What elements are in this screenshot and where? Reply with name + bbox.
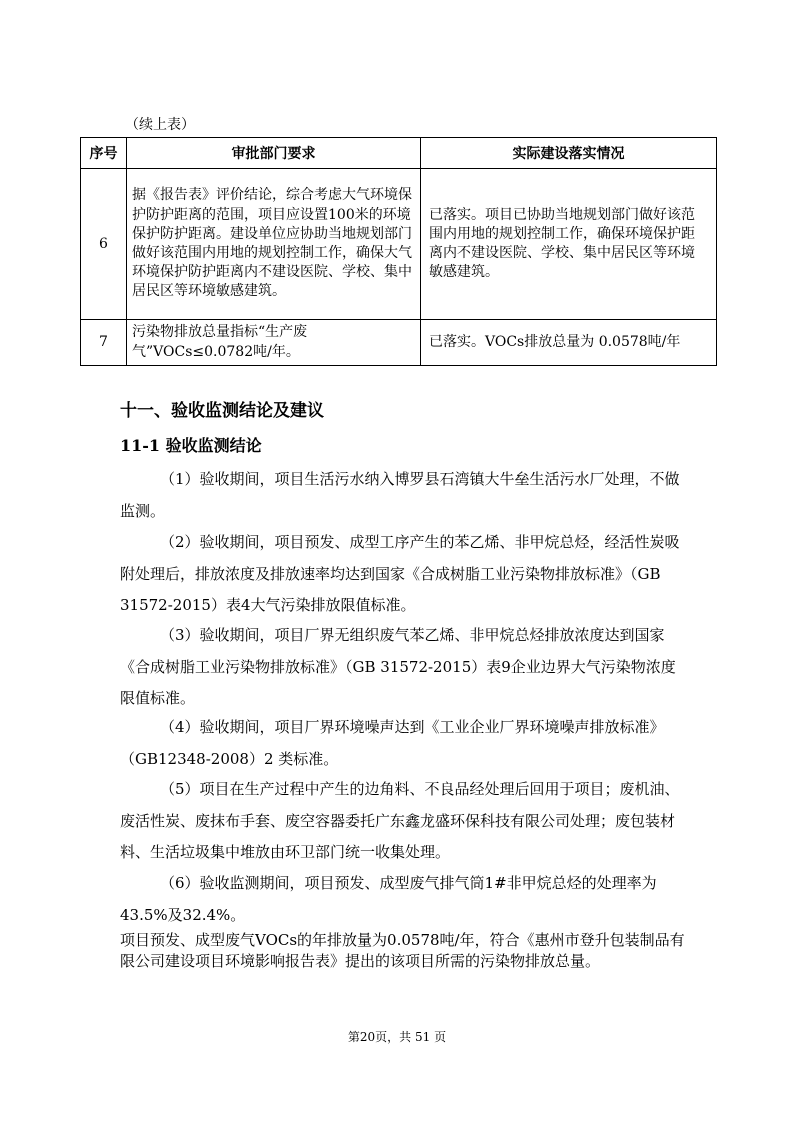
paragraph-text: （4）验收期间，项目厂界环境噪声达到《工业企业厂界环境噪声排放标准》（GB12348-2008）2 类标准。	[120, 718, 665, 768]
table-row	[81, 169, 717, 320]
paragraph-text: （3）验收期间，项目厂界无组织废气苯乙烯、非甲烷总烃排放浓度达到国家《合成树脂工业污染物排放标准》（GB 31572-2015）表9企业边界大气污染物浓度限值标准。	[120, 626, 676, 707]
row-requirement: 据《报告表》评价结论，综合考虑大气环境保护防护距离的范围，项目应设置100米的环境保护防护距离。建设单位应协助当地规划部门做好该范围内用地的规划控制工作，确保大气环境保护防护距离内不建设医院、学校、集中居民区等环境敏感建筑。	[127, 169, 421, 320]
subsection-title: 11-1 验收监测结论	[120, 436, 262, 455]
approval-requirements-table	[80, 137, 717, 366]
row-number: 7	[81, 320, 127, 366]
conclusion-paragraph-4	[120, 712, 680, 775]
row-implementation: 已落实。VOCs排放总量为 0.0578吨/年	[421, 320, 717, 366]
row-implementation: 已落实。项目已协助当地规划部门做好该范围内用地的规划控制工作，确保环境保护距离内不建设医院、学校、集中居民区等环境敏感建筑。	[421, 169, 717, 320]
table-header-row	[81, 138, 717, 169]
header-requirement: 审批部门要求	[127, 138, 421, 169]
row-number: 6	[81, 169, 127, 320]
conclusion-paragraph-1	[120, 464, 680, 527]
conclusion-paragraph-3	[120, 620, 680, 715]
emission-total-paragraph: 项目预发、成型废气VOCs的年排放量为0.0578吨/年，符合《惠州市登升包装制品有限公司建设项目环境影响报告表》提出的该项目所需的污染物排放总量。	[120, 931, 685, 970]
conclusion-paragraph-6	[120, 868, 680, 931]
paragraph-text: （6）验收监测期间，项目预发、成型废气排气筒1#非甲烷总烃的处理率为43.5%及32.4%。	[120, 874, 657, 924]
conclusion-paragraph-2	[120, 527, 680, 622]
header-serial-no: 序号	[81, 138, 127, 169]
paragraph-text: （5）项目在生产过程中产生的边角料、不良品经处理后回用于项目；废机油、废活性炭、废抹布手套、废空容器委托广东鑫龙盛环保科技有限公司处理；废包装材料、生活垃圾集中堆放由环卫部门统一收集处理。	[120, 780, 680, 861]
conclusion-paragraph-5	[120, 774, 680, 869]
page-number: 第20页，共 51 页	[347, 1030, 447, 1044]
paragraph-text: （1）验收期间，项目生活污水纳入博罗县石湾镇大牛垒生活污水厂处理，不做监测。	[120, 470, 680, 520]
row-requirement: 污染物排放总量指标“生产废气”VOCs≤0.0782吨/年。	[127, 320, 421, 366]
paragraph-text: （2）验收期间，项目预发、成型工序产生的苯乙烯、非甲烷总烃，经活性炭吸附处理后，排放浓度及排放速率均达到国家《合成树脂工业污染物排放标准》（GB 31572-2015）表4大气污染排放限值标准。	[120, 533, 680, 614]
table-continuation-label: （续上表）	[125, 117, 195, 133]
section-title: 十一、验收监测结论及建议	[120, 401, 324, 421]
header-implementation: 实际建设落实情况	[421, 138, 717, 169]
table-row	[81, 320, 717, 366]
